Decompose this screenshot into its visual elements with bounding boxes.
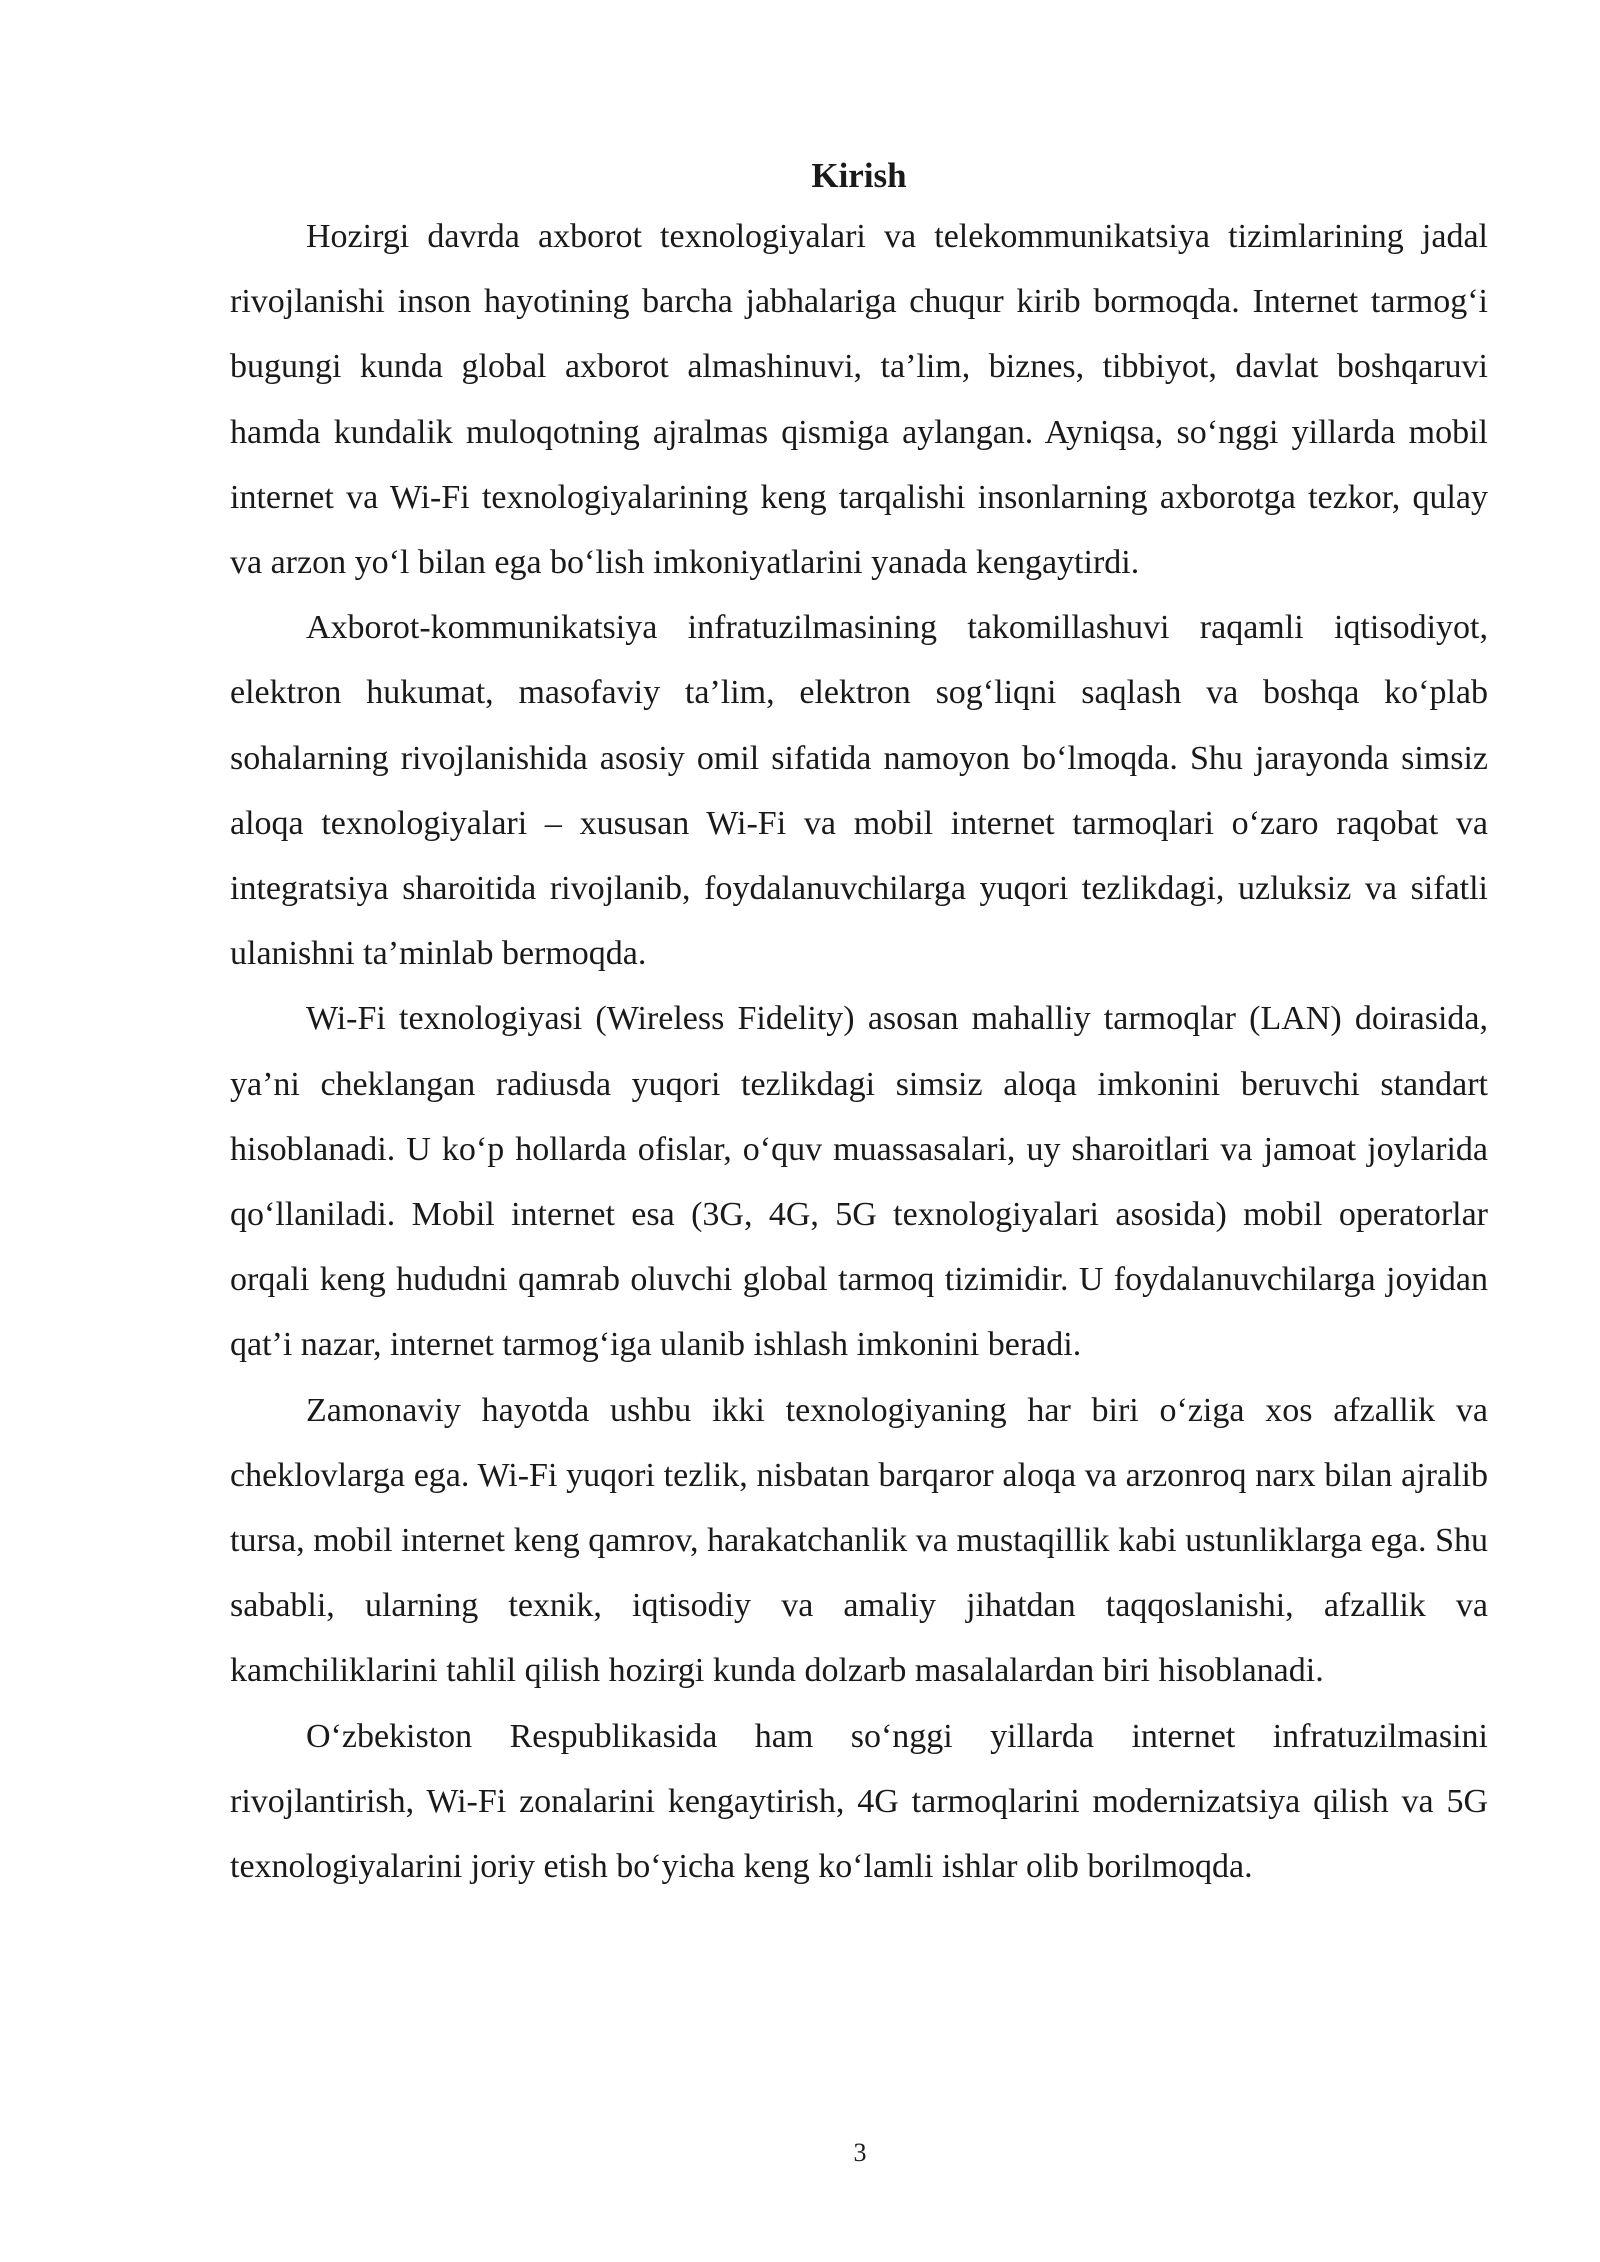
section-title: Kirish [811, 156, 907, 195]
paragraph-5: O‘zbekiston Respublikasida ham so‘nggi yillarda internet infratuzilmasini rivojlantirish, Wi-Fi zonalarini kengaytirish, 4G tarmoqlarini modernizatsiya qilish va 5G texnologiyalarini joriy etish bo‘yicha keng ko‘lamli ishlar olib borilmoqda. [230, 1717, 1488, 1886]
paragraph-4: Zamonaviy hayotda ushbu ikki texnologiyaning har biri o‘ziga xos afzallik va cheklovlarga ega. Wi-Fi yuqori tezlik, nisbatan barqaror aloqa va arzonroq narx bilan ajralib tursa, mobil internet keng qamrov, harakatchanlik va mustaqillik kabi ustunliklarga ega. Shu sababli, ularning texnik, iqtisodiy va amaliy jihatdan taqqoslanishi, afzallik va kamchiliklarini tahlil qilish hozirgi kunda dolzarb masalalardan biri hisoblanadi. [230, 1391, 1488, 1690]
paragraph-2: Axborot-kommunikatsiya infratuzilmasining takomillashuvi raqamli iqtisodiyot, elektron hukumat, masofaviy ta’lim, elektron sog‘liqni saqlash va boshqa ko‘plab sohalarning rivojlanishida asosiy omil sifatida namoyon bo‘lmoqda. Shu jarayonda simsiz aloqa texnologiyalari – xususan Wi-Fi va mobil internet tarmoqlari o‘zaro raqobat va integratsiya sharoitida rivojlanib, foydalanuvchilarga yuqori tezlikdagi, uzluksiz va sifatli ulanishni ta’minlab bermoqda. [230, 609, 1488, 973]
page-number: 3 [853, 2138, 867, 2167]
paragraph-3: Wi-Fi texnologiyasi (Wireless Fidelity) asosan mahalliy tarmoqlar (LAN) doirasida, ya’ni cheklangan radiusda yuqori tezlikdagi simsiz aloqa imkonini beruvchi standart hisoblanadi. U ko‘p hollarda ofislar, o‘quv muassasalari, uy sharoitlari va jamoat joylarida qo‘llaniladi. Mobil internet esa (3G, 4G, 5G texnologiyalari asosida) mobil operatorlar orqali keng hududni qamrab oluvchi global tarmoq tizimidir. U foydalanuvchilarga joyidan qat’i nazar, internet tarmog‘iga ulanib ishlash imkonini beradi. [230, 1000, 1488, 1364]
document-body [230, 148, 1488, 1899]
paragraph-1: Hozirgi davrda axborot texnologiyalari va telekommunikatsiya tizimlarining jadal rivojlanishi inson hayotining barcha jabhalariga chuqur kirib bormoqda. Internet tarmog‘i bugungi kunda global axborot almashinuvi, ta’lim, biznes, tibbiyot, davlat boshqaruvi hamda kundalik muloqotning ajralmas qismiga aylangan. Ayniqsa, so‘nggi yillarda mobil internet va Wi-Fi texnologiyalarining keng tarqalishi insonlarning axborotga tezkor, qulay va arzon yo‘l bilan ega bo‘lish imkoniyatlarini yanada kengaytirdi. [230, 218, 1488, 582]
